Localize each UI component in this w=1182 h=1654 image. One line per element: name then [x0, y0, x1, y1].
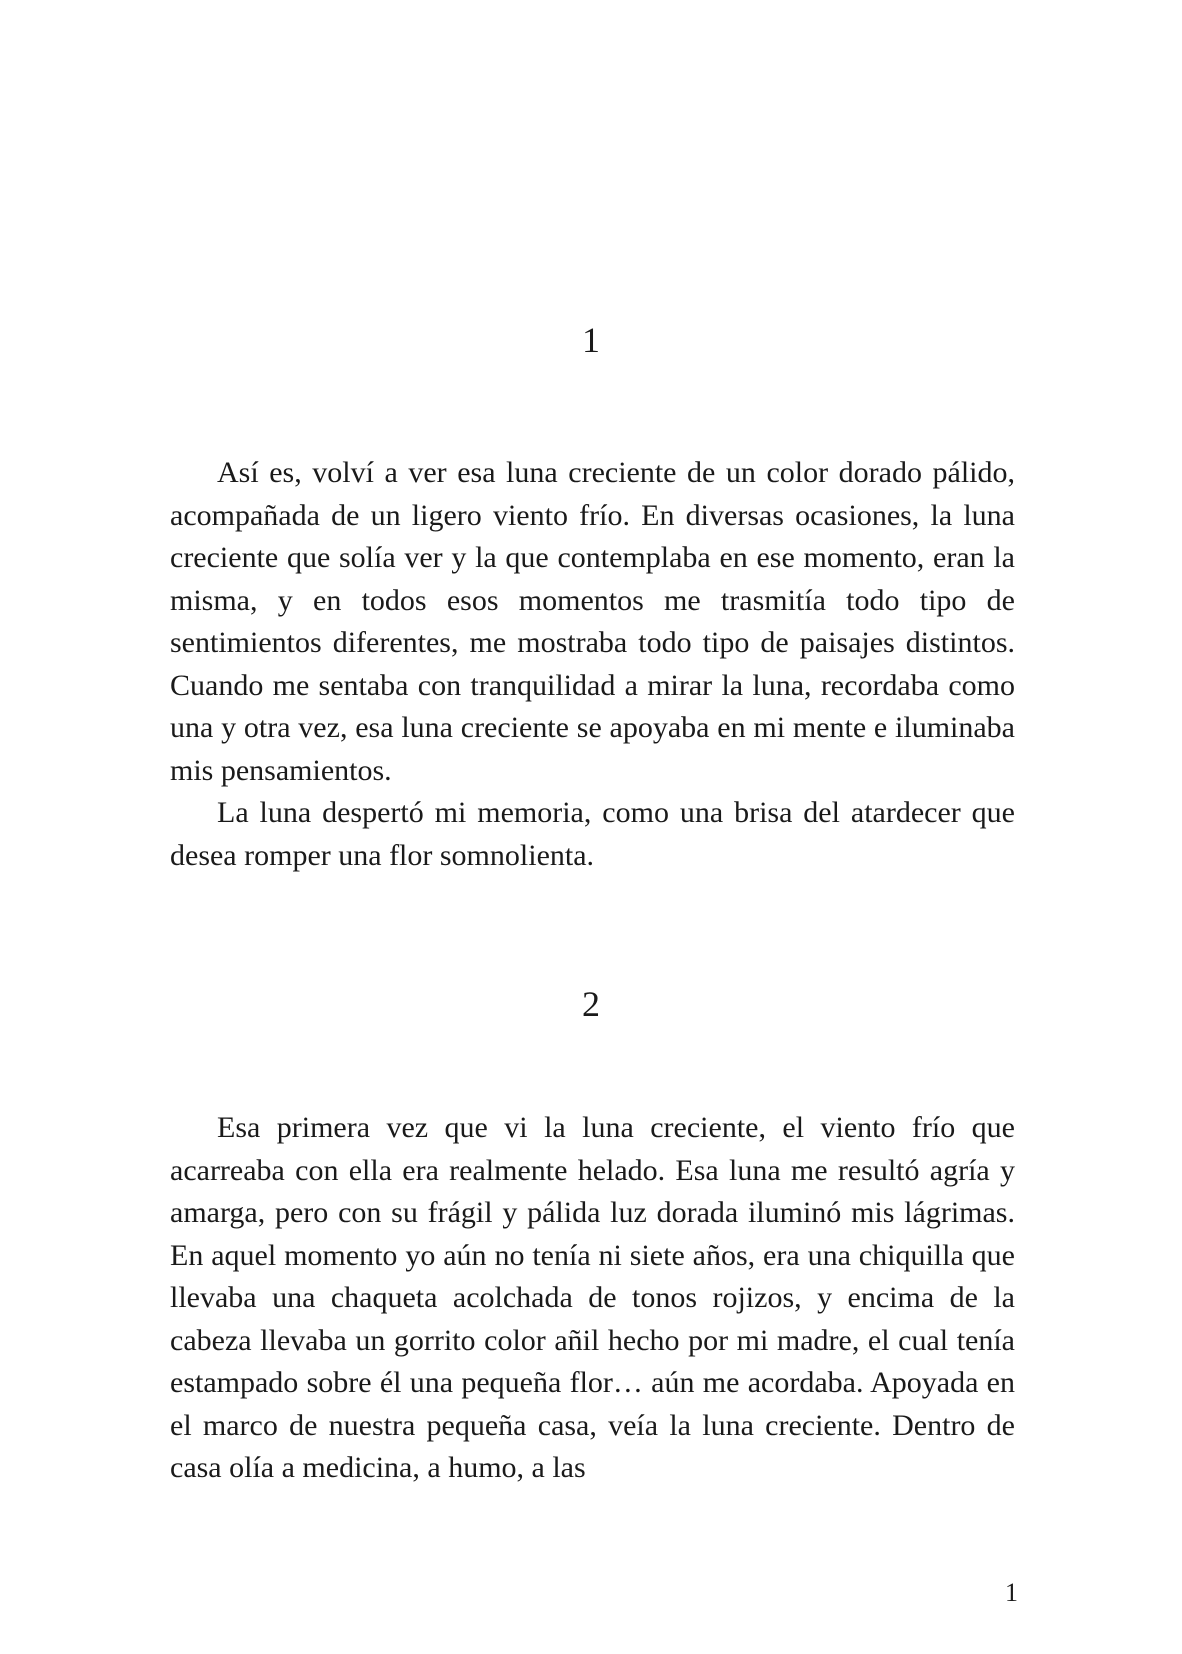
section-2-body [170, 1107, 1015, 1490]
section-number-2: 2 [582, 984, 600, 1024]
paragraph: Esa primera vez que vi la luna creciente, el viento frío que acarreaba con ella era realmente helado. Esa luna me resultó agría y amarga, pero con su frágil y pálida luz dorada iluminó mis lágrimas. En aquel momento yo aún no tenía ni siete años, era una chiquilla que llevaba una chaqueta acolchada de tonos rojizos, y encima de la cabeza llevaba un gorrito color añil hecho por mi madre, el cual tenía estampado sobre él una pequeña flor… aún me acordaba. Apoyada en el marco de nuestra pequeña casa, veía la luna creciente. Dentro de casa olía a medicina, a humo, a las [170, 1111, 1015, 1484]
page-number: 1 [1005, 1578, 1018, 1607]
section-number-1: 1 [582, 320, 600, 360]
paragraph: Así es, volví a ver esa luna creciente de un color dorado pálido, acompañada de un ligero viento frío. En diversas ocasiones, la luna creciente que solía ver y la que contemplaba en ese momento, eran la misma, y en todos esos momentos me trasmitía todo tipo de sentimientos diferentes, me mostraba todo tipo de paisajes distintos. Cuando me sentaba con tranquilidad a mirar la luna, recordaba como una y otra vez, esa luna creciente se apoyaba en mi mente e iluminaba mis pensamientos. [170, 456, 1015, 787]
paragraph: La luna despertó mi memoria, como una brisa del atardecer que desea romper una flor somnolienta. [170, 796, 1015, 872]
section-1-body [170, 452, 1015, 877]
